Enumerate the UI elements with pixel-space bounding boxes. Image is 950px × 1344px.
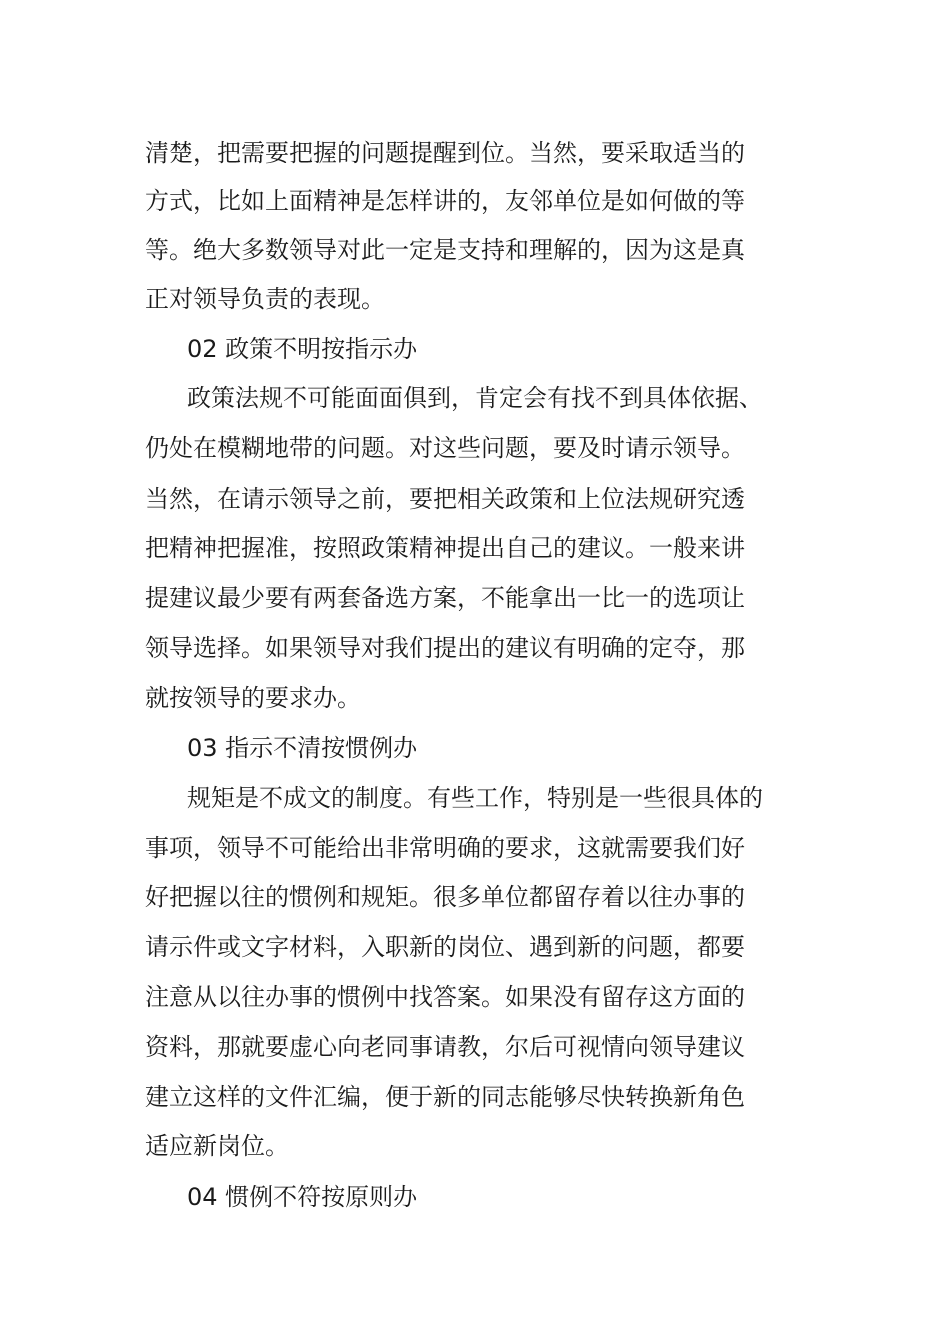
paragraph-line: 正对领导负责的表现。 xyxy=(145,285,385,313)
paragraph-line: 政策法规不可能面面俱到，肯定会有找不到具体依据、 xyxy=(187,384,763,412)
paragraph-line: 就按领导的要求办。 xyxy=(145,684,361,712)
paragraph-line: 适应新岗位。 xyxy=(145,1132,289,1160)
paragraph-line: 请示件或文字材料，入职新的岗位、遇到新的问题，都要 xyxy=(145,933,745,961)
paragraph-line: 仍处在模糊地带的问题。对这些问题，要及时请示领导。 xyxy=(145,434,745,462)
section-heading: 04 惯例不符按原则办 xyxy=(187,1183,418,1211)
paragraph-line: 注意从以往办事的惯例中找答案。如果没有留存这方面的 xyxy=(145,983,745,1011)
paragraph-line: 把精神把握准，按照政策精神提出自己的建议。一般来讲 xyxy=(145,534,745,562)
paragraph-line: 等。绝大多数领导对此一定是支持和理解的，因为这是真 xyxy=(145,236,745,264)
paragraph-line: 当然，在请示领导之前，要把相关政策和上位法规研究透 xyxy=(145,485,745,513)
paragraph-line: 领导选择。如果领导对我们提出的建议有明确的定夺，那 xyxy=(145,634,745,662)
section-heading: 03 指示不清按惯例办 xyxy=(187,734,418,762)
paragraph-line: 好把握以往的惯例和规矩。很多单位都留存着以往办事的 xyxy=(145,883,745,911)
paragraph-line: 规矩是不成文的制度。有些工作，特别是一些很具体的 xyxy=(187,784,763,812)
section-heading: 02 政策不明按指示办 xyxy=(187,335,418,363)
paragraph-line: 方式，比如上面精神是怎样讲的，友邻单位是如何做的等 xyxy=(145,187,745,215)
paragraph-line: 资料，那就要虚心向老同事请教，尔后可视情向领导建议 xyxy=(145,1033,745,1061)
paragraph-line: 清楚，把需要把握的问题提醒到位。当然，要采取适当的 xyxy=(145,139,745,167)
paragraph-line: 建立这样的文件汇编，便于新的同志能够尽快转换新角色 xyxy=(145,1083,745,1111)
paragraph-line: 事项，领导不可能给出非常明确的要求，这就需要我们好 xyxy=(145,834,745,862)
paragraph-line: 提建议最少要有两套备选方案，不能拿出一比一的选项让 xyxy=(145,584,745,612)
